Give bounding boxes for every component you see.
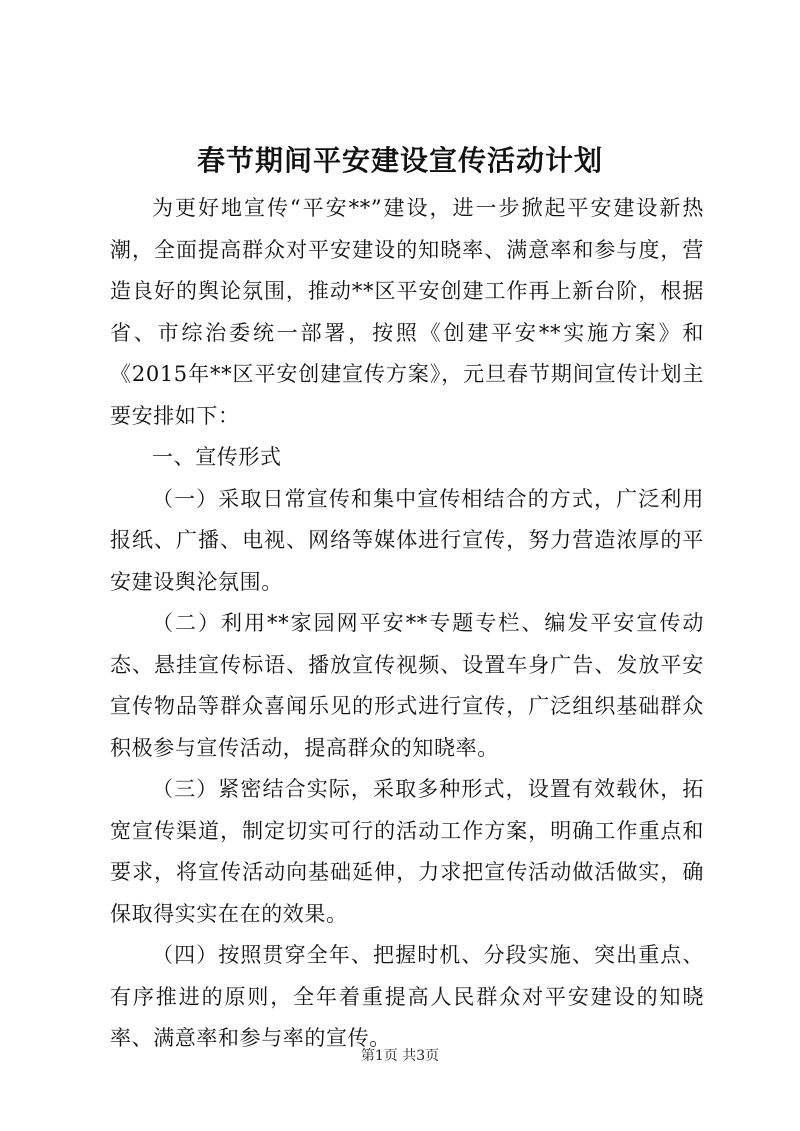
document-body <box>110 188 704 1060</box>
section-heading: 一、宣传形式 <box>152 445 282 469</box>
paragraph-item-2: （二）利用**家园网平安**专题专栏、编发平安宣传动态、悬挂宣传标语、播放宣传视频、设置车身广告、发放平安宣传物品等群众喜闻乐见的形式进行宣传，广泛组织基础群众积极参与宣传活动，提高群众的知晓率。 <box>110 611 704 760</box>
paragraph-item-4: （四）按照贯穿全年、把握时机、分段实施、突出重点、有序推进的原则，全年着重提高人民群众对平安建设的知晓率、满意率和参与率的宣传。 <box>110 943 704 1050</box>
paragraph-item-3: （三）紧密结合实际，采取多种形式，设置有效载休，拓宽宣传渠道，制定切实可行的活动工作方案，明确工作重点和要求，将宣传活动向基础延伸，力求把宣传活动做活做实，确保取得实实在在的效果。 <box>110 777 704 926</box>
paragraph-item-1: （一）采取日常宣传和集中宣传相结合的方式，广泛利用报纸、广播、电视、网络等媒体进行宣传，努力营造浓厚的平安建设舆沦氛围。 <box>110 486 704 594</box>
document-title: 春节期间平安建设宣传活动计划 <box>196 144 603 177</box>
page-footer: 第1页 共3页 <box>360 1048 440 1064</box>
paragraph-intro: 为更好地宣传“平安**”建设，进一步掀起平安建设新热潮，全面提高群众对平安建设的知晓率、满意率和参与度，营造良好的舆论氛围，推动**区平安创建工作再上新台阶，根据省、市综治委统一部署，按照《创建平安**实施方案》和《2015年**区平安创建宣传方案》，元旦春节期间宣传计划主要安排如下： <box>110 196 704 428</box>
